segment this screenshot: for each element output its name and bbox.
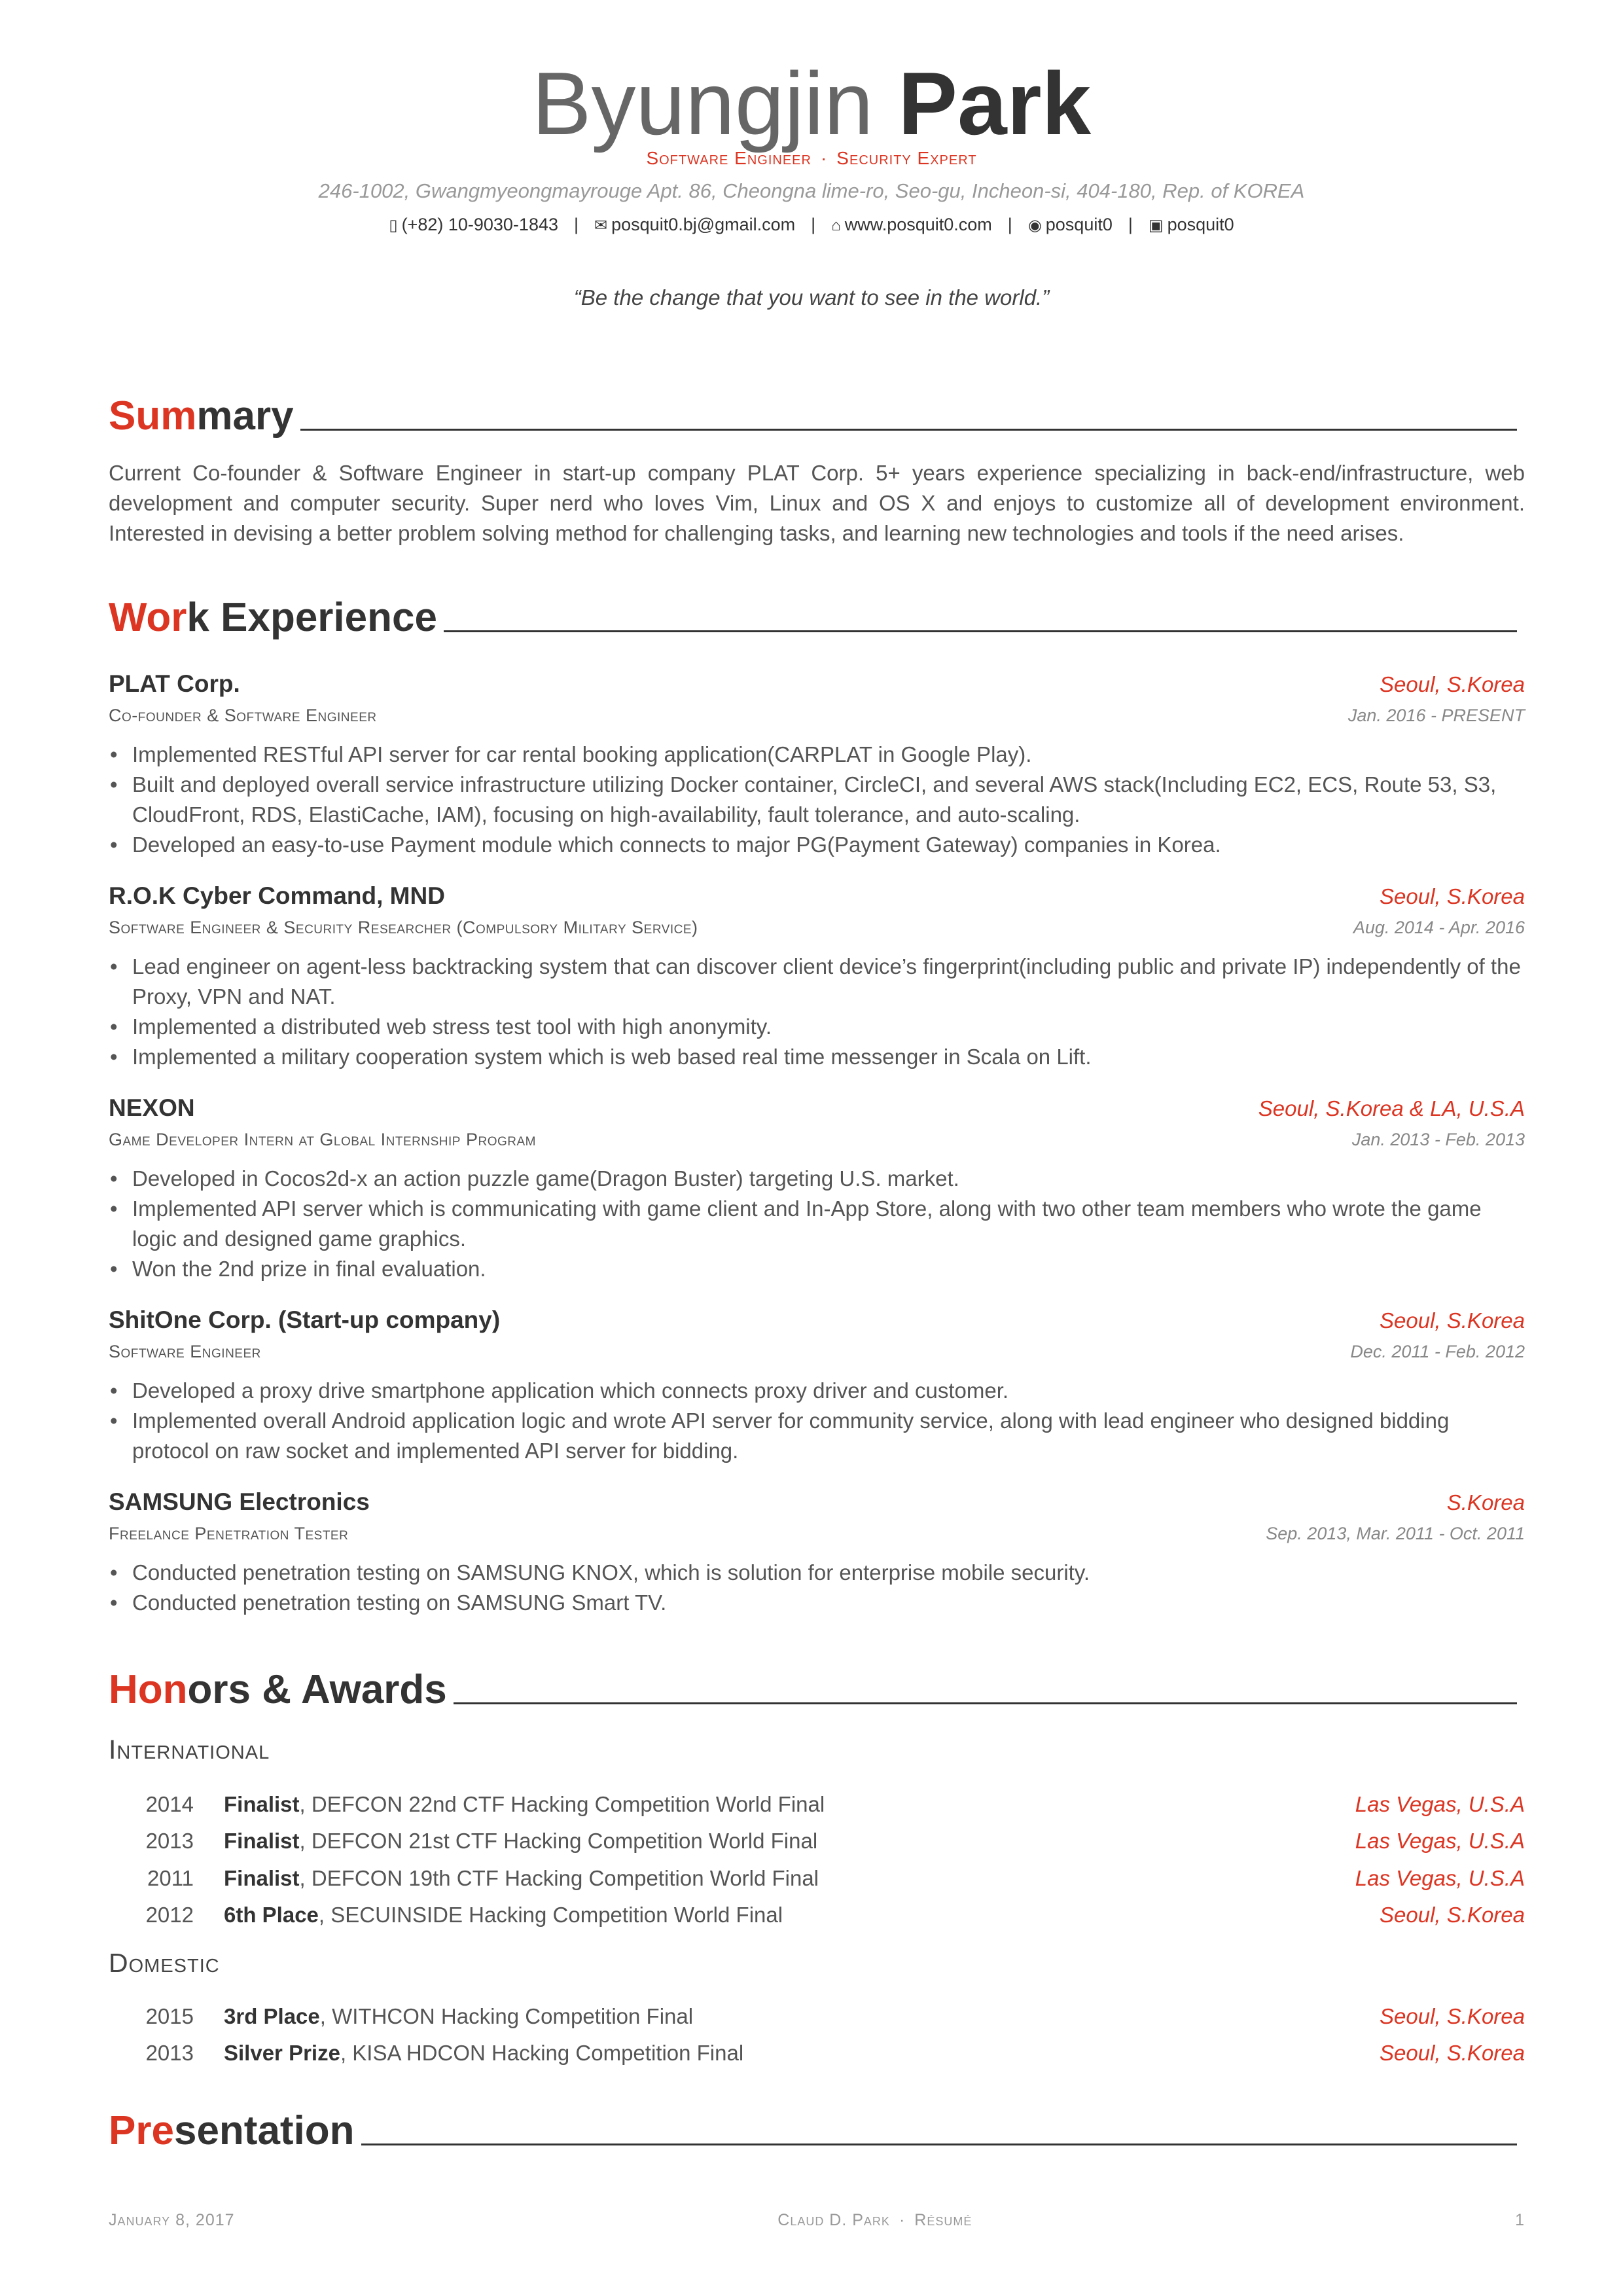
linkedin-contact[interactable] — [1149, 215, 1234, 235]
title-rest: sentation — [173, 2108, 355, 2153]
website-url: www.posquit0.com — [844, 215, 992, 234]
honor-year: 2014 — [145, 1792, 194, 1816]
linkedin-icon: ▣ — [1148, 217, 1164, 234]
list-item: • Lead engineer on agent-less backtracking system that can discover client device’s fingerprint(including public and private IP) independently of the Proxy, VPN and NAT. — [110, 954, 1521, 1009]
home-icon: ⌂ — [831, 217, 841, 234]
honors-group-title: Domestic — [109, 1948, 220, 1978]
footer-doc: Résumé — [914, 2211, 972, 2229]
github-contact[interactable] — [1028, 215, 1113, 235]
phone-contact[interactable] — [389, 215, 558, 235]
page-footer — [109, 2211, 1525, 2230]
footer-title — [777, 2211, 972, 2230]
section-honors-awards — [109, 1666, 1517, 1713]
section-summary — [109, 393, 1517, 440]
honor-event: SECUINSIDE Hacking Competition World Final — [330, 1903, 783, 1927]
honor-event: DEFCON 22nd CTF Hacking Competition World Final — [311, 1792, 825, 1816]
first-name: Byungjin — [531, 54, 874, 153]
entry-items — [109, 952, 1525, 1072]
website-contact[interactable] — [831, 215, 992, 235]
list-item: • Implemented overall Android application logic and wrote API server for community service, along with lead engineer who designed bidding protocol on raw socket and implemented API server for bidding. — [110, 1408, 1450, 1463]
section-presentation — [109, 2108, 1517, 2155]
honor-award: Finalist — [224, 1792, 300, 1816]
list-item: • Developed an easy-to-use Payment module which connects to major PG(Payment Gateway) companies in Korea. — [110, 833, 1221, 857]
entry-location: Seoul, S.Korea — [1380, 1308, 1525, 1333]
list-item: • Implemented API server which is communicating with game client and In-App Store, along with two other team members who wrote the game logic and designed game graphics. — [110, 1196, 1482, 1251]
section-rule — [361, 2144, 1517, 2145]
linkedin-username: posquit0 — [1167, 215, 1234, 234]
honor-event: DEFCON 21st CTF Hacking Competition World Final — [311, 1829, 818, 1853]
mobile-phone-icon: ▯ — [389, 217, 398, 234]
work-entry — [109, 1306, 1525, 1466]
entry-role: Freelance Penetration Tester — [109, 1524, 349, 1543]
honor-award: Finalist — [224, 1829, 300, 1853]
entry-location: Seoul, S.Korea & LA, U.S.A — [1258, 1096, 1525, 1121]
entry-date: Dec. 2011 - Feb. 2012 — [1350, 1342, 1525, 1361]
position-2: Security Expert — [836, 148, 977, 168]
honor-year: 2011 — [147, 1866, 194, 1890]
envelope-icon: ✉ — [594, 217, 608, 234]
honor-event: DEFCON 19th CTF Hacking Competition World Final — [311, 1866, 819, 1890]
honor-award: Silver Prize — [224, 2041, 340, 2065]
entry-organization: ShitOne Corp. (Start-up company) — [109, 1306, 501, 1333]
honor-event: WITHCON Hacking Competition Final — [332, 2004, 694, 2028]
contact-separator: | — [1007, 215, 1012, 234]
footer-date: January 8, 2017 — [109, 2211, 235, 2229]
entry-organization: PLAT Corp. — [109, 670, 240, 697]
honor-year: 2015 — [145, 2004, 194, 2028]
page-number: 1 — [1515, 2211, 1525, 2229]
section-rule — [300, 429, 1517, 431]
footer-author: Claud D. Park — [777, 2211, 890, 2229]
title-rest: ors & Awards — [187, 1667, 447, 1712]
honor-row: 2013 Silver Prize, KISA HDCON Hacking Competition Final Seoul, S.Korea — [109, 2041, 1525, 2077]
contact-separator: | — [811, 215, 816, 234]
entry-organization: R.O.K Cyber Command, MND — [109, 882, 445, 909]
work-entry — [109, 1094, 1525, 1284]
entry-location: Seoul, S.Korea — [1380, 672, 1525, 696]
entry-items — [109, 740, 1525, 860]
github-icon: ◉ — [1027, 217, 1042, 234]
honor-award: 6th Place — [224, 1903, 319, 1927]
list-item: • Developed in Cocos2d-x an action puzzle game(Dragon Buster) targeting U.S. market. — [110, 1166, 959, 1191]
title-accent: Wor — [109, 595, 187, 640]
honor-row: 2014 Finalist, DEFCON 22nd CTF Hacking Competition World Final Las Vegas, U.S.A — [109, 1792, 1525, 1829]
quote: “Be the change that you want to see in the world.” — [573, 285, 1050, 310]
honor-year: 2013 — [145, 1829, 194, 1853]
entry-date: Jan. 2016 - PRESENT — [1347, 706, 1525, 725]
phone-number: (+82) 10-9030-1843 — [401, 215, 558, 234]
work-entry — [109, 882, 1525, 1072]
honor-location: Seoul, S.Korea — [1380, 1903, 1525, 1927]
honor-year: 2013 — [145, 2041, 194, 2065]
entry-organization: SAMSUNG Electronics — [109, 1488, 370, 1515]
honor-row: 2012 6th Place, SECUINSIDE Hacking Competition World Final Seoul, S.Korea — [109, 1903, 1525, 1939]
list-item: • Conducted penetration testing on SAMSUNG Smart TV. — [110, 1590, 667, 1615]
list-item: • Won the 2nd prize in final evaluation. — [110, 1257, 486, 1281]
list-item: • Implemented a distributed web stress test tool with high anonymity. — [110, 1014, 772, 1039]
honor-row: 2011 Finalist, DEFCON 19th CTF Hacking Competition World Final Las Vegas, U.S.A — [109, 1866, 1525, 1903]
entry-items — [109, 1376, 1525, 1466]
honor-row: 2013 Finalist, DEFCON 21st CTF Hacking Competition World Final Las Vegas, U.S.A — [109, 1829, 1525, 1865]
section-title — [109, 594, 437, 641]
position-separator: · — [820, 148, 828, 168]
section-work-experience — [109, 594, 1517, 641]
section-rule — [454, 1702, 1517, 1704]
honor-location: Seoul, S.Korea — [1380, 2004, 1525, 2028]
full-name — [0, 51, 1623, 156]
honor-award: Finalist — [224, 1866, 300, 1890]
honor-location: Las Vegas, U.S.A — [1355, 1829, 1525, 1853]
list-item: • Developed a proxy drive smartphone application which connects proxy driver and customer. — [110, 1378, 1009, 1403]
entry-items — [109, 1164, 1525, 1284]
entry-role: Game Developer Intern at Global Internship Program — [109, 1130, 536, 1149]
address: 246-1002, Gwangmyeongmayrouge Apt. 86, Cheongna lime-ro, Seo-gu, Incheon-si, 404-180, Rep. of KOREA — [318, 179, 1305, 202]
email-contact[interactable] — [594, 215, 795, 235]
section-title — [109, 393, 294, 440]
honor-location: Las Vegas, U.S.A — [1355, 1792, 1525, 1816]
work-entry — [109, 670, 1525, 860]
list-item: • Built and deployed overall service infrastructure utilizing Docker container, CircleCI, and several AWS stack(Including EC2, ECS, Route 53, S3, CloudFront, RDS, ElastiCache, IAM), focusing on high-availability, fault tolerance, and auto-scaling. — [110, 772, 1497, 827]
contact-separator: | — [574, 215, 579, 234]
honor-location: Las Vegas, U.S.A — [1355, 1866, 1525, 1890]
entry-role: Co-founder & Software Engineer — [109, 706, 377, 725]
work-entry — [109, 1488, 1525, 1618]
honor-location: Seoul, S.Korea — [1380, 2041, 1525, 2065]
entry-organization: NEXON — [109, 1094, 195, 1121]
title-accent: Pre — [109, 2108, 174, 2153]
position-line — [0, 148, 1623, 169]
entry-role: Software Engineer & Security Researcher (Compulsory Military Service) — [109, 918, 698, 937]
summary-text: Current Co-founder & Software Engineer in start-up company PLAT Corp. 5+ years experience specializing in back-end/infrastructure, web development and computer security. Super nerd who loves Vim, Linux and OS X and enjoys to customize all of development environment. Interested in devising a better problem solving method for challenging tasks, and learning new technologies and tools if the need arises. — [109, 461, 1525, 545]
contact-separator: | — [1128, 215, 1133, 234]
entry-role: Software Engineer — [109, 1342, 261, 1361]
entry-location: Seoul, S.Korea — [1380, 884, 1525, 908]
honor-event: KISA HDCON Hacking Competition Final — [352, 2041, 744, 2065]
entry-items — [109, 1558, 1525, 1618]
section-rule — [444, 630, 1517, 632]
github-username: posquit0 — [1045, 215, 1113, 234]
section-title — [109, 1666, 447, 1713]
section-title — [109, 2108, 355, 2155]
last-name: Park — [898, 54, 1092, 153]
entry-date: Sep. 2013, Mar. 2011 - Oct. 2011 — [1266, 1524, 1525, 1543]
list-item: • Implemented a military cooperation system which is web based real time messenger in Scala on Lift. — [110, 1045, 1092, 1069]
contact-bar — [0, 215, 1623, 235]
honor-row: 2015 3rd Place, WITHCON Hacking Competition Final Seoul, S.Korea — [109, 2004, 1525, 2041]
list-item: • Implemented RESTful API server for car rental booking application(CARPLAT in Google Play). — [110, 742, 1032, 766]
title-rest: mary — [196, 393, 294, 439]
footer-separator: · — [899, 2211, 906, 2229]
honor-award: 3rd Place — [224, 2004, 320, 2028]
entry-date: Aug. 2014 - Apr. 2016 — [1353, 918, 1525, 937]
title-rest: k Experience — [187, 595, 437, 640]
title-accent: Sum — [109, 393, 197, 439]
email-address: posquit0.bj@gmail.com — [611, 215, 796, 234]
honor-year: 2012 — [145, 1903, 194, 1927]
position-1: Software Engineer — [646, 148, 812, 168]
honors-group-title: International — [109, 1734, 270, 1765]
entry-date: Jan. 2013 - Feb. 2013 — [1351, 1130, 1525, 1149]
title-accent: Hon — [109, 1667, 188, 1712]
entry-location: S.Korea — [1446, 1490, 1525, 1515]
list-item: • Conducted penetration testing on SAMSUNG KNOX, which is solution for enterprise mobile security. — [110, 1560, 1090, 1585]
